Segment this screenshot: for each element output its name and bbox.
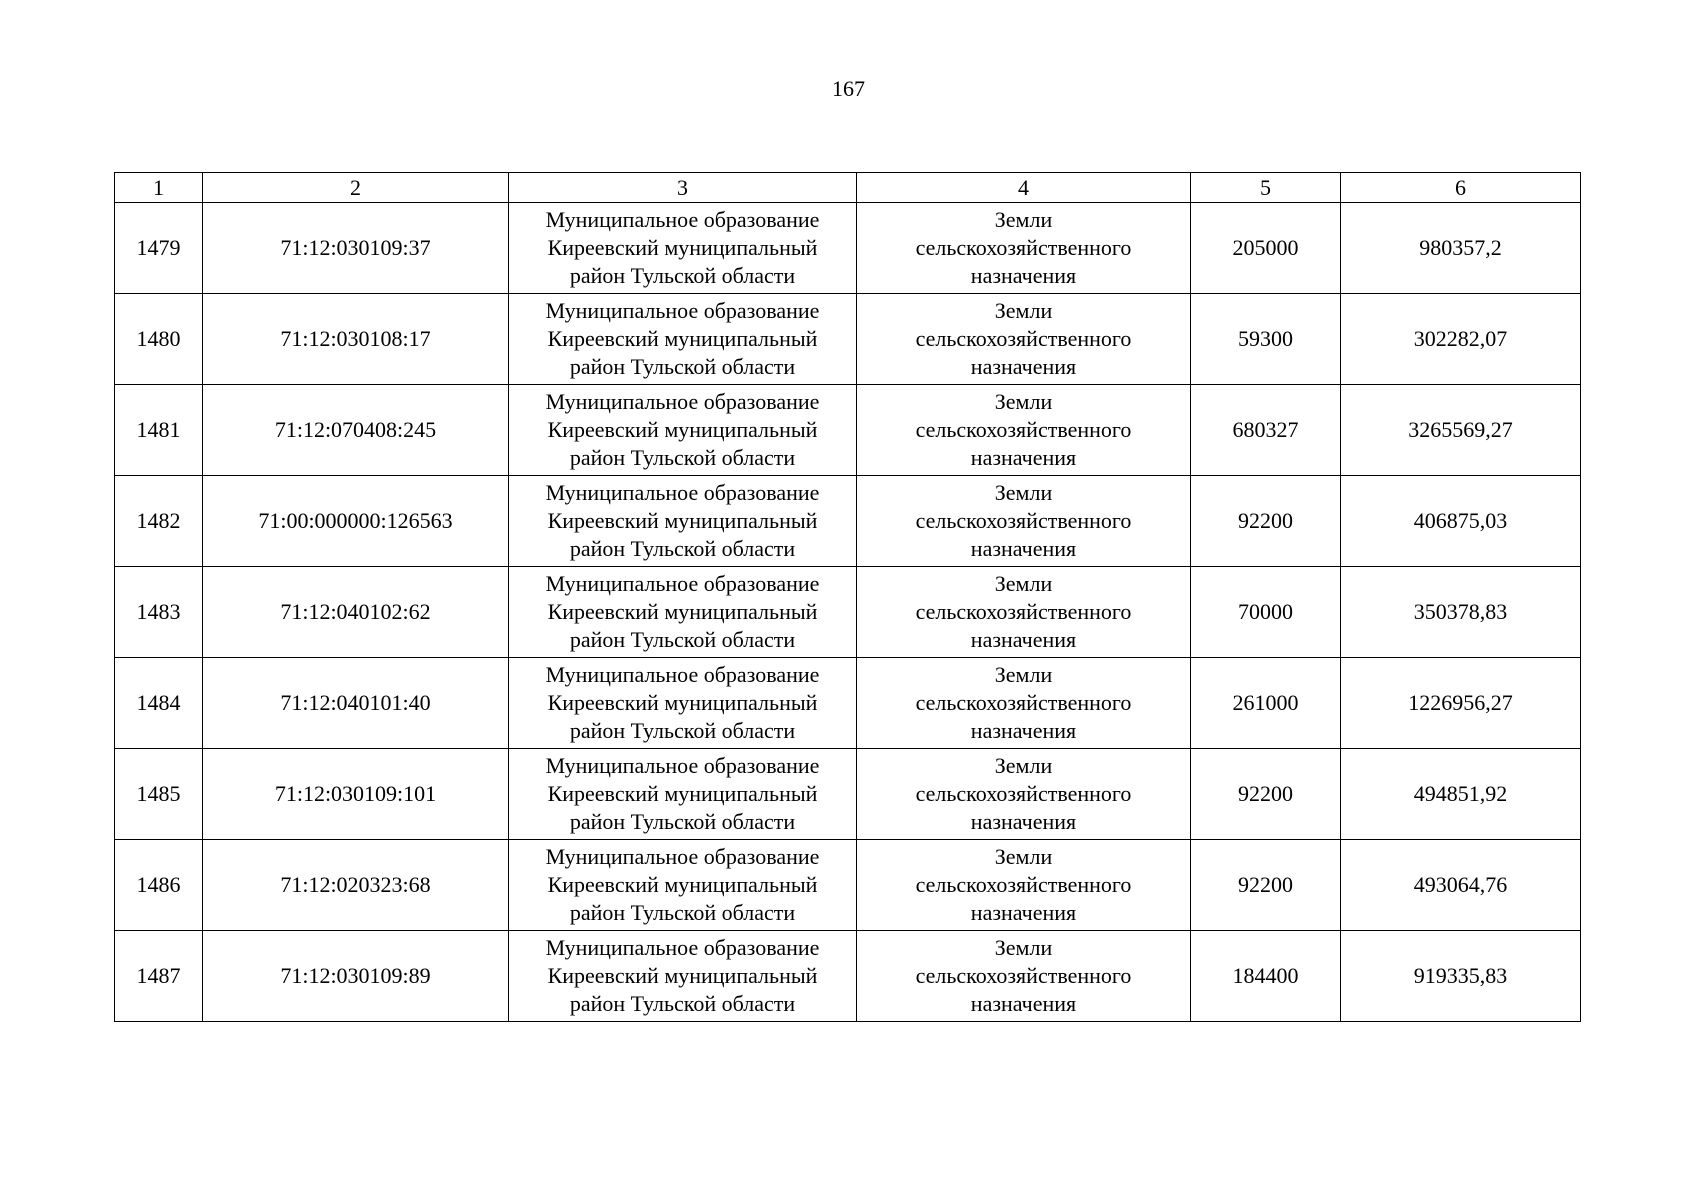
land-category-cell-line: Земли — [994, 935, 1053, 960]
area-cell: 92200 — [1191, 749, 1341, 840]
cadastral-number-cell: 71:12:030108:17 — [203, 294, 509, 385]
column-header-6: 6 — [1341, 173, 1581, 203]
area-cell: 92200 — [1191, 476, 1341, 567]
cadastral-number-cell: 71:12:030109:37 — [203, 203, 509, 294]
owner-cell-line: Муниципальное образование — [545, 935, 820, 960]
land-category-cell-line: назначения — [970, 445, 1077, 470]
land-category-cell-line: назначения — [970, 900, 1077, 925]
land-category-cell-line: назначения — [970, 354, 1077, 379]
table-row — [115, 749, 1581, 840]
row-number-cell: 1480 — [115, 294, 203, 385]
cadastral-value-cell: 494851,92 — [1341, 749, 1581, 840]
row-number-cell: 1481 — [115, 385, 203, 476]
owner-cell — [509, 749, 857, 840]
land-registry-table — [114, 172, 1581, 1022]
owner-cell — [509, 203, 857, 294]
owner-cell-line: Киреевский муниципальный — [547, 781, 818, 806]
land-category-cell-line: назначения — [970, 809, 1077, 834]
land-category-cell-line: сельскохозяйственного — [915, 872, 1132, 897]
land-category-cell-line: Земли — [994, 389, 1053, 414]
owner-cell-line: Киреевский муниципальный — [547, 235, 818, 260]
owner-cell — [509, 840, 857, 931]
owner-cell-line: район Тульской области — [569, 809, 796, 834]
owner-cell-line: Киреевский муниципальный — [547, 508, 818, 533]
land-category-cell — [857, 476, 1191, 567]
area-cell: 261000 — [1191, 658, 1341, 749]
land-category-cell-line: назначения — [970, 991, 1077, 1016]
land-category-cell — [857, 294, 1191, 385]
land-category-cell-line: Земли — [994, 298, 1053, 323]
table-row — [115, 840, 1581, 931]
land-category-cell-line: сельскохозяйственного — [915, 781, 1132, 806]
table-header-row — [115, 173, 1581, 203]
owner-cell-line: Киреевский муниципальный — [547, 872, 818, 897]
cadastral-number-cell: 71:12:030109:89 — [203, 931, 509, 1022]
table-row — [115, 658, 1581, 749]
row-number-cell: 1484 — [115, 658, 203, 749]
land-category-cell-line: Земли — [994, 662, 1053, 687]
column-header-3: 3 — [509, 173, 857, 203]
land-category-cell-line: сельскохозяйственного — [915, 690, 1132, 715]
owner-cell — [509, 567, 857, 658]
owner-cell-line: Муниципальное образование — [545, 207, 820, 232]
land-category-cell-line: сельскохозяйственного — [915, 326, 1132, 351]
cadastral-number-cell: 71:12:040101:40 — [203, 658, 509, 749]
cadastral-value-cell: 350378,83 — [1341, 567, 1581, 658]
owner-cell-line: район Тульской области — [569, 900, 796, 925]
table-row — [115, 931, 1581, 1022]
owner-cell-line: район Тульской области — [569, 445, 796, 470]
land-category-cell-line: Земли — [994, 207, 1053, 232]
land-category-cell-line: Земли — [994, 571, 1053, 596]
owner-cell — [509, 385, 857, 476]
owner-cell — [509, 476, 857, 567]
land-category-cell — [857, 658, 1191, 749]
land-category-cell — [857, 567, 1191, 658]
cadastral-value-cell: 919335,83 — [1341, 931, 1581, 1022]
land-category-cell-line: назначения — [970, 263, 1077, 288]
owner-cell-line: Киреевский муниципальный — [547, 417, 818, 442]
owner-cell-line: Киреевский муниципальный — [547, 599, 818, 624]
owner-cell — [509, 294, 857, 385]
land-category-cell-line: назначения — [970, 536, 1077, 561]
row-number-cell: 1483 — [115, 567, 203, 658]
land-category-cell-line: сельскохозяйственного — [915, 235, 1132, 260]
area-cell: 184400 — [1191, 931, 1341, 1022]
owner-cell-line: Муниципальное образование — [545, 844, 820, 869]
area-cell: 205000 — [1191, 203, 1341, 294]
land-category-cell-line: назначения — [970, 718, 1077, 743]
land-category-cell-line: сельскохозяйственного — [915, 599, 1132, 624]
owner-cell — [509, 931, 857, 1022]
owner-cell-line: Муниципальное образование — [545, 298, 820, 323]
owner-cell-line: район Тульской области — [569, 991, 796, 1016]
land-category-cell-line: сельскохозяйственного — [915, 417, 1132, 442]
owner-cell — [509, 658, 857, 749]
owner-cell-line: Киреевский муниципальный — [547, 326, 818, 351]
row-number-cell: 1482 — [115, 476, 203, 567]
land-category-cell — [857, 931, 1191, 1022]
column-header-2: 2 — [203, 173, 509, 203]
area-cell: 70000 — [1191, 567, 1341, 658]
table-row — [115, 567, 1581, 658]
row-number-cell: 1486 — [115, 840, 203, 931]
cadastral-number-cell: 71:12:070408:245 — [203, 385, 509, 476]
owner-cell-line: Муниципальное образование — [545, 480, 820, 505]
owner-cell-line: район Тульской области — [569, 536, 796, 561]
table-row — [115, 385, 1581, 476]
owner-cell-line: район Тульской области — [569, 718, 796, 743]
cadastral-value-cell: 302282,07 — [1341, 294, 1581, 385]
area-cell: 92200 — [1191, 840, 1341, 931]
owner-cell-line: Муниципальное образование — [545, 753, 820, 778]
column-header-4: 4 — [857, 173, 1191, 203]
area-cell: 680327 — [1191, 385, 1341, 476]
cadastral-value-cell: 493064,76 — [1341, 840, 1581, 931]
row-number-cell: 1485 — [115, 749, 203, 840]
cadastral-value-cell: 1226956,27 — [1341, 658, 1581, 749]
land-category-cell-line: Земли — [994, 844, 1053, 869]
cadastral-value-cell: 3265569,27 — [1341, 385, 1581, 476]
land-category-cell-line: сельскохозяйственного — [915, 963, 1132, 988]
table-row — [115, 294, 1581, 385]
table-row — [115, 203, 1581, 294]
cadastral-number-cell: 71:12:020323:68 — [203, 840, 509, 931]
area-cell: 59300 — [1191, 294, 1341, 385]
owner-cell-line: Муниципальное образование — [545, 389, 820, 414]
land-category-cell-line: назначения — [970, 627, 1077, 652]
owner-cell-line: Муниципальное образование — [545, 571, 820, 596]
cadastral-number-cell: 71:12:040102:62 — [203, 567, 509, 658]
owner-cell-line: район Тульской области — [569, 627, 796, 652]
cadastral-number-cell: 71:12:030109:101 — [203, 749, 509, 840]
land-category-cell — [857, 203, 1191, 294]
page-number: 167 — [832, 76, 865, 101]
row-number-cell: 1487 — [115, 931, 203, 1022]
owner-cell-line: Киреевский муниципальный — [547, 963, 818, 988]
land-category-cell — [857, 749, 1191, 840]
row-number-cell: 1479 — [115, 203, 203, 294]
owner-cell-line: район Тульской области — [569, 354, 796, 379]
table-body — [115, 203, 1581, 1022]
table-row — [115, 476, 1581, 567]
land-category-cell-line: Земли — [994, 480, 1053, 505]
land-category-cell — [857, 385, 1191, 476]
owner-cell-line: Муниципальное образование — [545, 662, 820, 687]
column-header-5: 5 — [1191, 173, 1341, 203]
land-category-cell — [857, 840, 1191, 931]
cadastral-number-cell: 71:00:000000:126563 — [203, 476, 509, 567]
owner-cell-line: район Тульской области — [569, 263, 796, 288]
cadastral-value-cell: 406875,03 — [1341, 476, 1581, 567]
owner-cell-line: Киреевский муниципальный — [547, 690, 818, 715]
cadastral-value-cell: 980357,2 — [1341, 203, 1581, 294]
land-category-cell-line: сельскохозяйственного — [915, 508, 1132, 533]
column-header-1: 1 — [115, 173, 203, 203]
land-category-cell-line: Земли — [994, 753, 1053, 778]
